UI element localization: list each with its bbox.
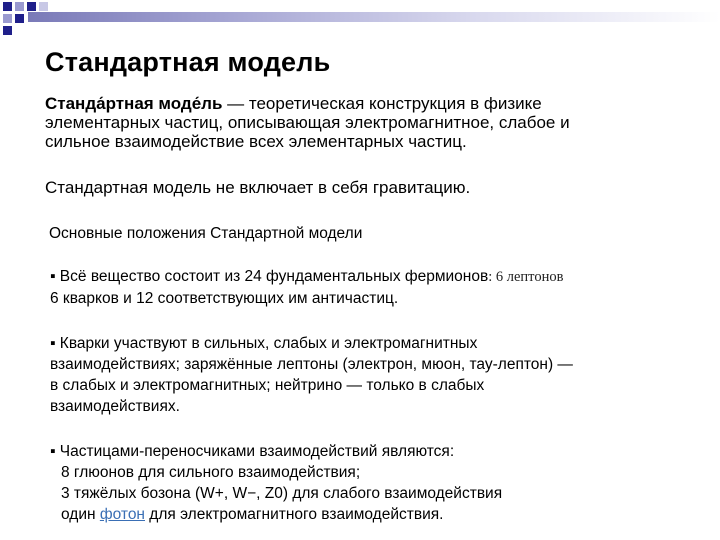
bullet-icon: ▪	[50, 443, 56, 460]
bullet-icon: ▪	[50, 335, 56, 352]
header-gradient-bar	[28, 12, 720, 22]
slide-title: Стандартная модель	[45, 47, 331, 77]
intro-line: сильное взаимодействие всех элементарных частиц.	[45, 132, 467, 151]
decor-square	[3, 2, 12, 11]
decor-square	[39, 2, 48, 11]
gravity-note: Стандартная модель не включает в себя гравитацию.	[45, 178, 471, 197]
intro-line: элементарных частиц, описывающая электромагнитное, слабое и	[45, 113, 570, 132]
decor-square	[3, 26, 12, 35]
list-item: ▪ Кварки участвуют в сильных, слабых и электромагнитных взаимодействиях; заряжённые лептоны (электрон, мюон, тау-лептон) — в слабых и электромагнитных; нейтрино — только в слабых взаимодействиях.	[50, 335, 573, 415]
slide-header-decoration	[0, 0, 720, 40]
bullet-icon: ▪	[50, 268, 56, 285]
decor-square	[27, 2, 36, 11]
list-item: ▪ Частицами-переносчиками взаимодействий являются: 8 глюонов для сильного взаимодействия; 3 тяжёлых бозона (W+, W−, Z0) для слабого взаимодействия один фотон для электромагнитного взаимодействия.	[50, 443, 503, 523]
list-item: ▪ Всё вещество состоит из 24 фундаментальных фермионов: 6 лептонов 6 кварков и 12 соответствующих им античастиц.	[50, 268, 564, 307]
decor-square	[3, 14, 12, 23]
intro-paragraph	[45, 94, 570, 151]
intro-line	[45, 94, 570, 113]
intro-term: Станда́ртная моде́ль	[45, 94, 223, 113]
intro-rest: — теоретическая конструкция в физике	[222, 94, 542, 113]
photon-link[interactable]: фотон	[99, 506, 145, 523]
decor-square	[15, 14, 24, 23]
section-subheading: Основные положения Стандартной модели	[49, 225, 363, 242]
decor-square	[15, 2, 24, 11]
